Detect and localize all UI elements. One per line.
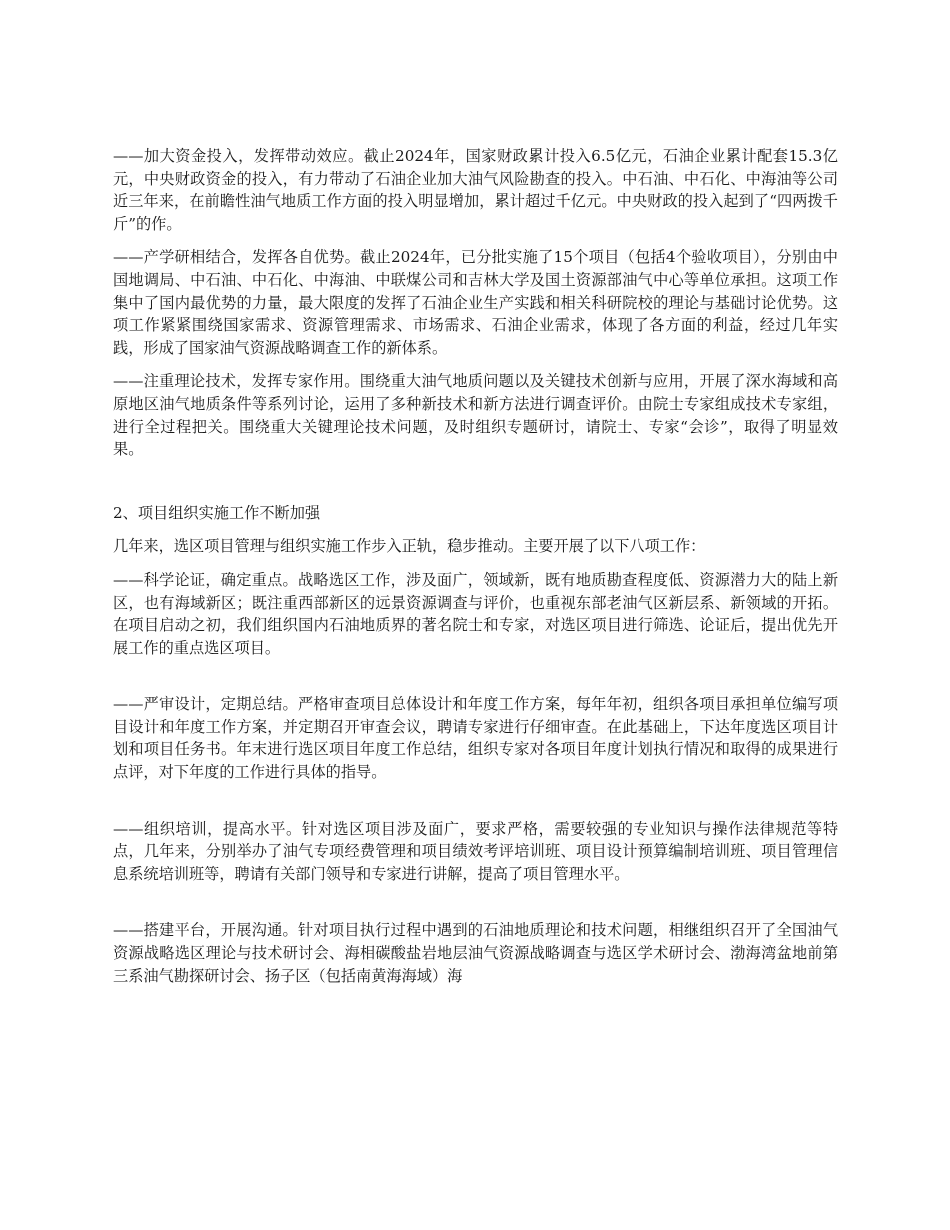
section-intro: 几年来，选区项目管理与组织实施工作步入正轨，稳步推动。主要开展了以下八项工作： [113, 537, 706, 556]
document-page [113, 145, 838, 987]
paragraph-industry-research: ——产学研相结合，发挥各自优势。截止2024年，已分批实施了15个项目（包括4个验收项目），分别由中国地调局、中石油、中石化、中海油、中联煤公司和吉林大学及国土资源部油气中心等单位承担。这项工作集中了国内最优势的力量，最大限度的发挥了石油企业生产实践和相关科研院校的理论与基础讨论优势。这项工作紧紧围绕国家需求、资源管理需求、市场需求、石油企业需求，体现了各方面的利益，经过几年实践，形成了国家油气资源战略调查工作的新体系。 [113, 248, 838, 357]
item-training: ——组织培训，提高水平。针对选区项目涉及面广，要求严格，需要较强的专业知识与操作法律规范等特点，几年来，分别举办了油气专项经费管理和项目绩效考评培训班、项目设计预算编制培训班、项目管理信息系统培训班等，聘请有关部门领导和专家进行讲解，提高了项目管理水平。 [113, 819, 838, 883]
item-strict-review: ——严审设计，定期总结。严格审查项目总体设计和年度工作方案，每年年初，组织各项目承担单位编写项目设计和年度工作方案，并定期召开审查会议，聘请专家进行仔细审查。在此基础上，下达年度选区项目计划和项目任务书。年末进行选区项目年度工作总结，组织专家对各项目年度计划执行情况和取得的成果进行点评，对下年度的工作进行具体的指导。 [113, 695, 838, 782]
paragraph-funding: ——加大资金投入，发挥带动效应。截止2024年，国家财政累计投入6.5亿元，石油企业累计配套15.3亿元，中央财政资金的投入，有力带动了石油企业加大油气风险勘查的投入。中石油、中石化、中海油等公司近三年来，在前瞻性油气地质工作方面的投入明显增加，累计超过千亿元。中央财政的投入起到了“四两拨千斤”的作。 [113, 147, 838, 233]
item-platform: ——搭建平台，开展沟通。针对项目执行过程中遇到的石油地质理论和技术问题，相继组织召开了全国油气资源战略选区理论与技术研讨会、海相碳酸盐岩地层油气资源战略调查与选区学术研讨会、渤海湾盆地前第三系油气勘探研讨会、扬子区（包括南黄海海域）海 [113, 921, 838, 985]
item-scientific-argument: ——科学论证，确定重点。战略选区工作，涉及面广，领域新，既有地质勘查程度低、资源潜力大的陆上新区，也有海域新区；既注重西部新区的远景资源调查与评价，也重视东部老油气区新层系、新领域的开拓。在项目启动之初，我们组织国内石油地质界的著名院士和专家，对选区项目进行筛选、论证后，提出优先开展工作的重点选区项目。 [113, 570, 838, 657]
paragraph-theory-technology: ——注重理论技术，发挥专家作用。围绕重大油气地质问题以及关键技术创新与应用，开展了深水海域和高原地区油气地质条件等系列讨论，运用了多种新技术和新方法进行调查评价。由院士专家组成技术专家组，进行全过程把关。围绕重大关键理论技术问题，及时组织专题研讨，请院士、专家“会诊”，取得了明显效果。 [113, 372, 838, 459]
section-heading: 2、项目组织实施工作不断加强 [113, 503, 321, 522]
